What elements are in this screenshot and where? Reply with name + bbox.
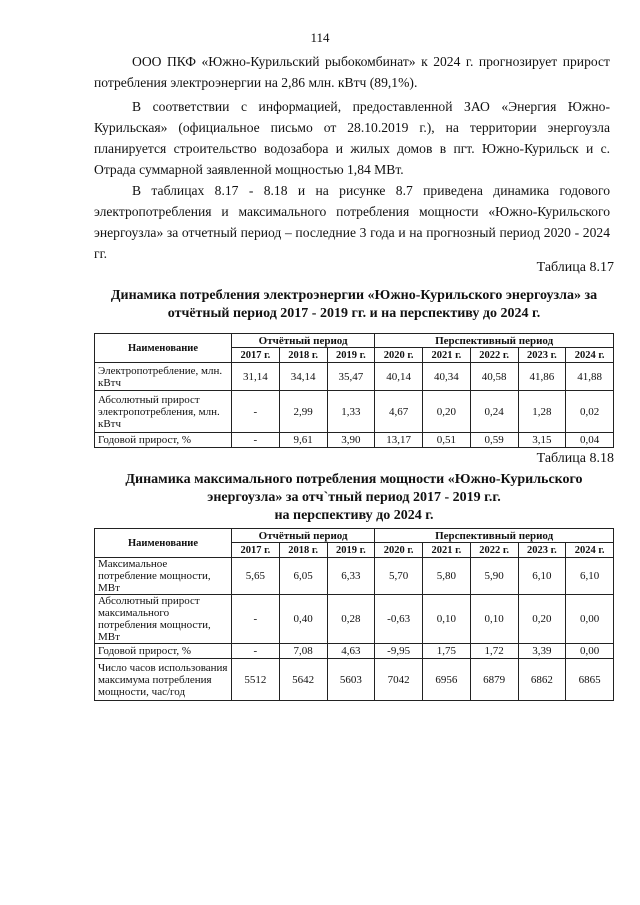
- table-1-year: 2023 г.: [518, 348, 566, 363]
- paragraph-3-text: В таблицах 8.17 - 8.18 и на рисунке 8.7 приведена динамика годового электропотребления и максимального потребления мощности «Южно-Курильского энергоузла» за отчетный период – последние 3 года и на прогнозный период 2020 - 2024 гг.: [94, 183, 610, 261]
- cell: -9,95: [375, 644, 423, 659]
- table-1-label: Таблица 8.17: [536, 260, 614, 275]
- cell: 3,15: [518, 433, 566, 448]
- cell: 0,28: [327, 595, 375, 644]
- cell: 6,33: [327, 558, 375, 595]
- table-row: [95, 644, 614, 659]
- cell: -: [232, 433, 280, 448]
- cell: 40,34: [423, 363, 471, 391]
- cell: -0,63: [375, 595, 423, 644]
- cell: 6862: [518, 659, 566, 701]
- cell: 0,04: [566, 433, 614, 448]
- row-name: Абсолютный прирост максимального потребления мощности, МВт: [95, 595, 232, 644]
- cell: 0,51: [423, 433, 471, 448]
- cell: 3,90: [327, 433, 375, 448]
- paragraph-3: [94, 180, 610, 264]
- table-2-year: 2024 г.: [566, 543, 614, 558]
- cell: 41,86: [518, 363, 566, 391]
- cell: 40,14: [375, 363, 423, 391]
- row-name: Число часов использования максимума потребления мощности, час/год: [95, 659, 232, 701]
- row-name: Годовой прирост, %: [95, 433, 232, 448]
- cell: 6956: [423, 659, 471, 701]
- cell: 0,59: [470, 433, 518, 448]
- cell: 5,90: [470, 558, 518, 595]
- table-2-title-line-1: Динамика максимального потребления мощности «Южно-Курильского: [125, 472, 583, 487]
- cell: 0,10: [423, 595, 471, 644]
- row-name: Абсолютный прирост электропотребления, млн. кВтч: [95, 391, 232, 433]
- cell: 0,02: [566, 391, 614, 433]
- cell: 41,88: [566, 363, 614, 391]
- row-name: Электропотребление, млн. кВтч: [95, 363, 232, 391]
- table-row: [95, 595, 614, 644]
- cell: 1,72: [470, 644, 518, 659]
- cell: 5603: [327, 659, 375, 701]
- cell: 0,10: [470, 595, 518, 644]
- cell: 4,63: [327, 644, 375, 659]
- cell: 1,33: [327, 391, 375, 433]
- paragraph-1: [94, 51, 610, 93]
- cell: 0,24: [470, 391, 518, 433]
- table-2-year: 2020 г.: [375, 543, 423, 558]
- table-1-year: 2017 г.: [232, 348, 280, 363]
- cell: 5642: [279, 659, 327, 701]
- cell: 13,17: [375, 433, 423, 448]
- table-2-title-line-2: энергоузла» за отч`тный период 2017 - 2019 г.г.: [207, 490, 501, 505]
- cell: 0,40: [279, 595, 327, 644]
- cell: 5,70: [375, 558, 423, 595]
- table-row: [95, 363, 614, 391]
- cell: 6,10: [518, 558, 566, 595]
- cell: 5512: [232, 659, 280, 701]
- cell: 35,47: [327, 363, 375, 391]
- cell: 3,39: [518, 644, 566, 659]
- cell: 34,14: [279, 363, 327, 391]
- table-2-title: [94, 471, 614, 525]
- cell: -: [232, 595, 280, 644]
- table-1-title: Динамика потребления электроэнергии «Южно-Курильского энергоузла» за отчётный период 2017 - 2019 гг. и на перспективу до 2024 г.: [110, 288, 598, 321]
- paragraph-2: [94, 96, 610, 180]
- cell: 5,80: [423, 558, 471, 595]
- cell: 6,05: [279, 558, 327, 595]
- table-row: [95, 558, 614, 595]
- cell: -: [232, 391, 280, 433]
- cell: 4,67: [375, 391, 423, 433]
- table-2-year: 2017 г.: [232, 543, 280, 558]
- cell: 5,65: [232, 558, 280, 595]
- table-1-header-name: Наименование: [95, 334, 232, 363]
- table-2-header-name: Наименование: [95, 529, 232, 558]
- table-2-year: 2022 г.: [470, 543, 518, 558]
- table-1-year: 2021 г.: [423, 348, 471, 363]
- table-2-year: 2019 г.: [327, 543, 375, 558]
- cell: 0,20: [423, 391, 471, 433]
- cell: 6865: [566, 659, 614, 701]
- cell: 1,28: [518, 391, 566, 433]
- cell: 0,00: [566, 644, 614, 659]
- cell: 7042: [375, 659, 423, 701]
- page-number: 114: [310, 30, 330, 45]
- table-row: [95, 391, 614, 433]
- paragraph-2-text: В соответствии с информацией, предоставленной ЗАО «Энергия Южно-Курильская» (официальное письмо от 28.10.2019 г.), на территории энергоузла планируется строительство водозабора и жилых домов в пгт. Южно-Курильск и с. Отрада суммарной заявленной мощностью 1,84 МВт.: [94, 99, 610, 177]
- table-1: [94, 333, 614, 448]
- table-row: [95, 659, 614, 701]
- paragraph-1-text: ООО ПКФ «Южно-Курильский рыбокомбинат» к 2024 г. прогнозирует прирост потребления электроэнергии на 2,86 млн. кВтч (89,1%).: [94, 54, 610, 90]
- table-1-year: 2020 г.: [375, 348, 423, 363]
- cell: 6879: [470, 659, 518, 701]
- row-name: Максимальное потребление мощности, МВт: [95, 558, 232, 595]
- cell: 31,14: [232, 363, 280, 391]
- table-2-year: 2023 г.: [518, 543, 566, 558]
- table-1-group-report: Отчётный период: [232, 334, 375, 348]
- cell: 0,20: [518, 595, 566, 644]
- cell: -: [232, 644, 280, 659]
- table-2-title-line-3: на перспективу до 2024 г.: [274, 508, 434, 523]
- table-2: [94, 528, 614, 701]
- cell: 7,08: [279, 644, 327, 659]
- table-1-year: 2024 г.: [566, 348, 614, 363]
- table-2-year: 2018 г.: [279, 543, 327, 558]
- table-1-group-forecast: Перспективный период: [375, 334, 614, 348]
- cell: 40,58: [470, 363, 518, 391]
- table-row: [95, 433, 614, 448]
- cell: 2,99: [279, 391, 327, 433]
- table-2-year: 2021 г.: [423, 543, 471, 558]
- table-2-label: Таблица 8.18: [536, 451, 614, 466]
- cell: 1,75: [423, 644, 471, 659]
- cell: 0,00: [566, 595, 614, 644]
- table-1-year: 2019 г.: [327, 348, 375, 363]
- row-name: Годовой прирост, %: [95, 644, 232, 659]
- cell: 9,61: [279, 433, 327, 448]
- table-2-group-forecast: Перспективный период: [375, 529, 614, 543]
- table-1-year: 2018 г.: [279, 348, 327, 363]
- cell: 6,10: [566, 558, 614, 595]
- table-2-group-report: Отчётный период: [232, 529, 375, 543]
- table-1-year: 2022 г.: [470, 348, 518, 363]
